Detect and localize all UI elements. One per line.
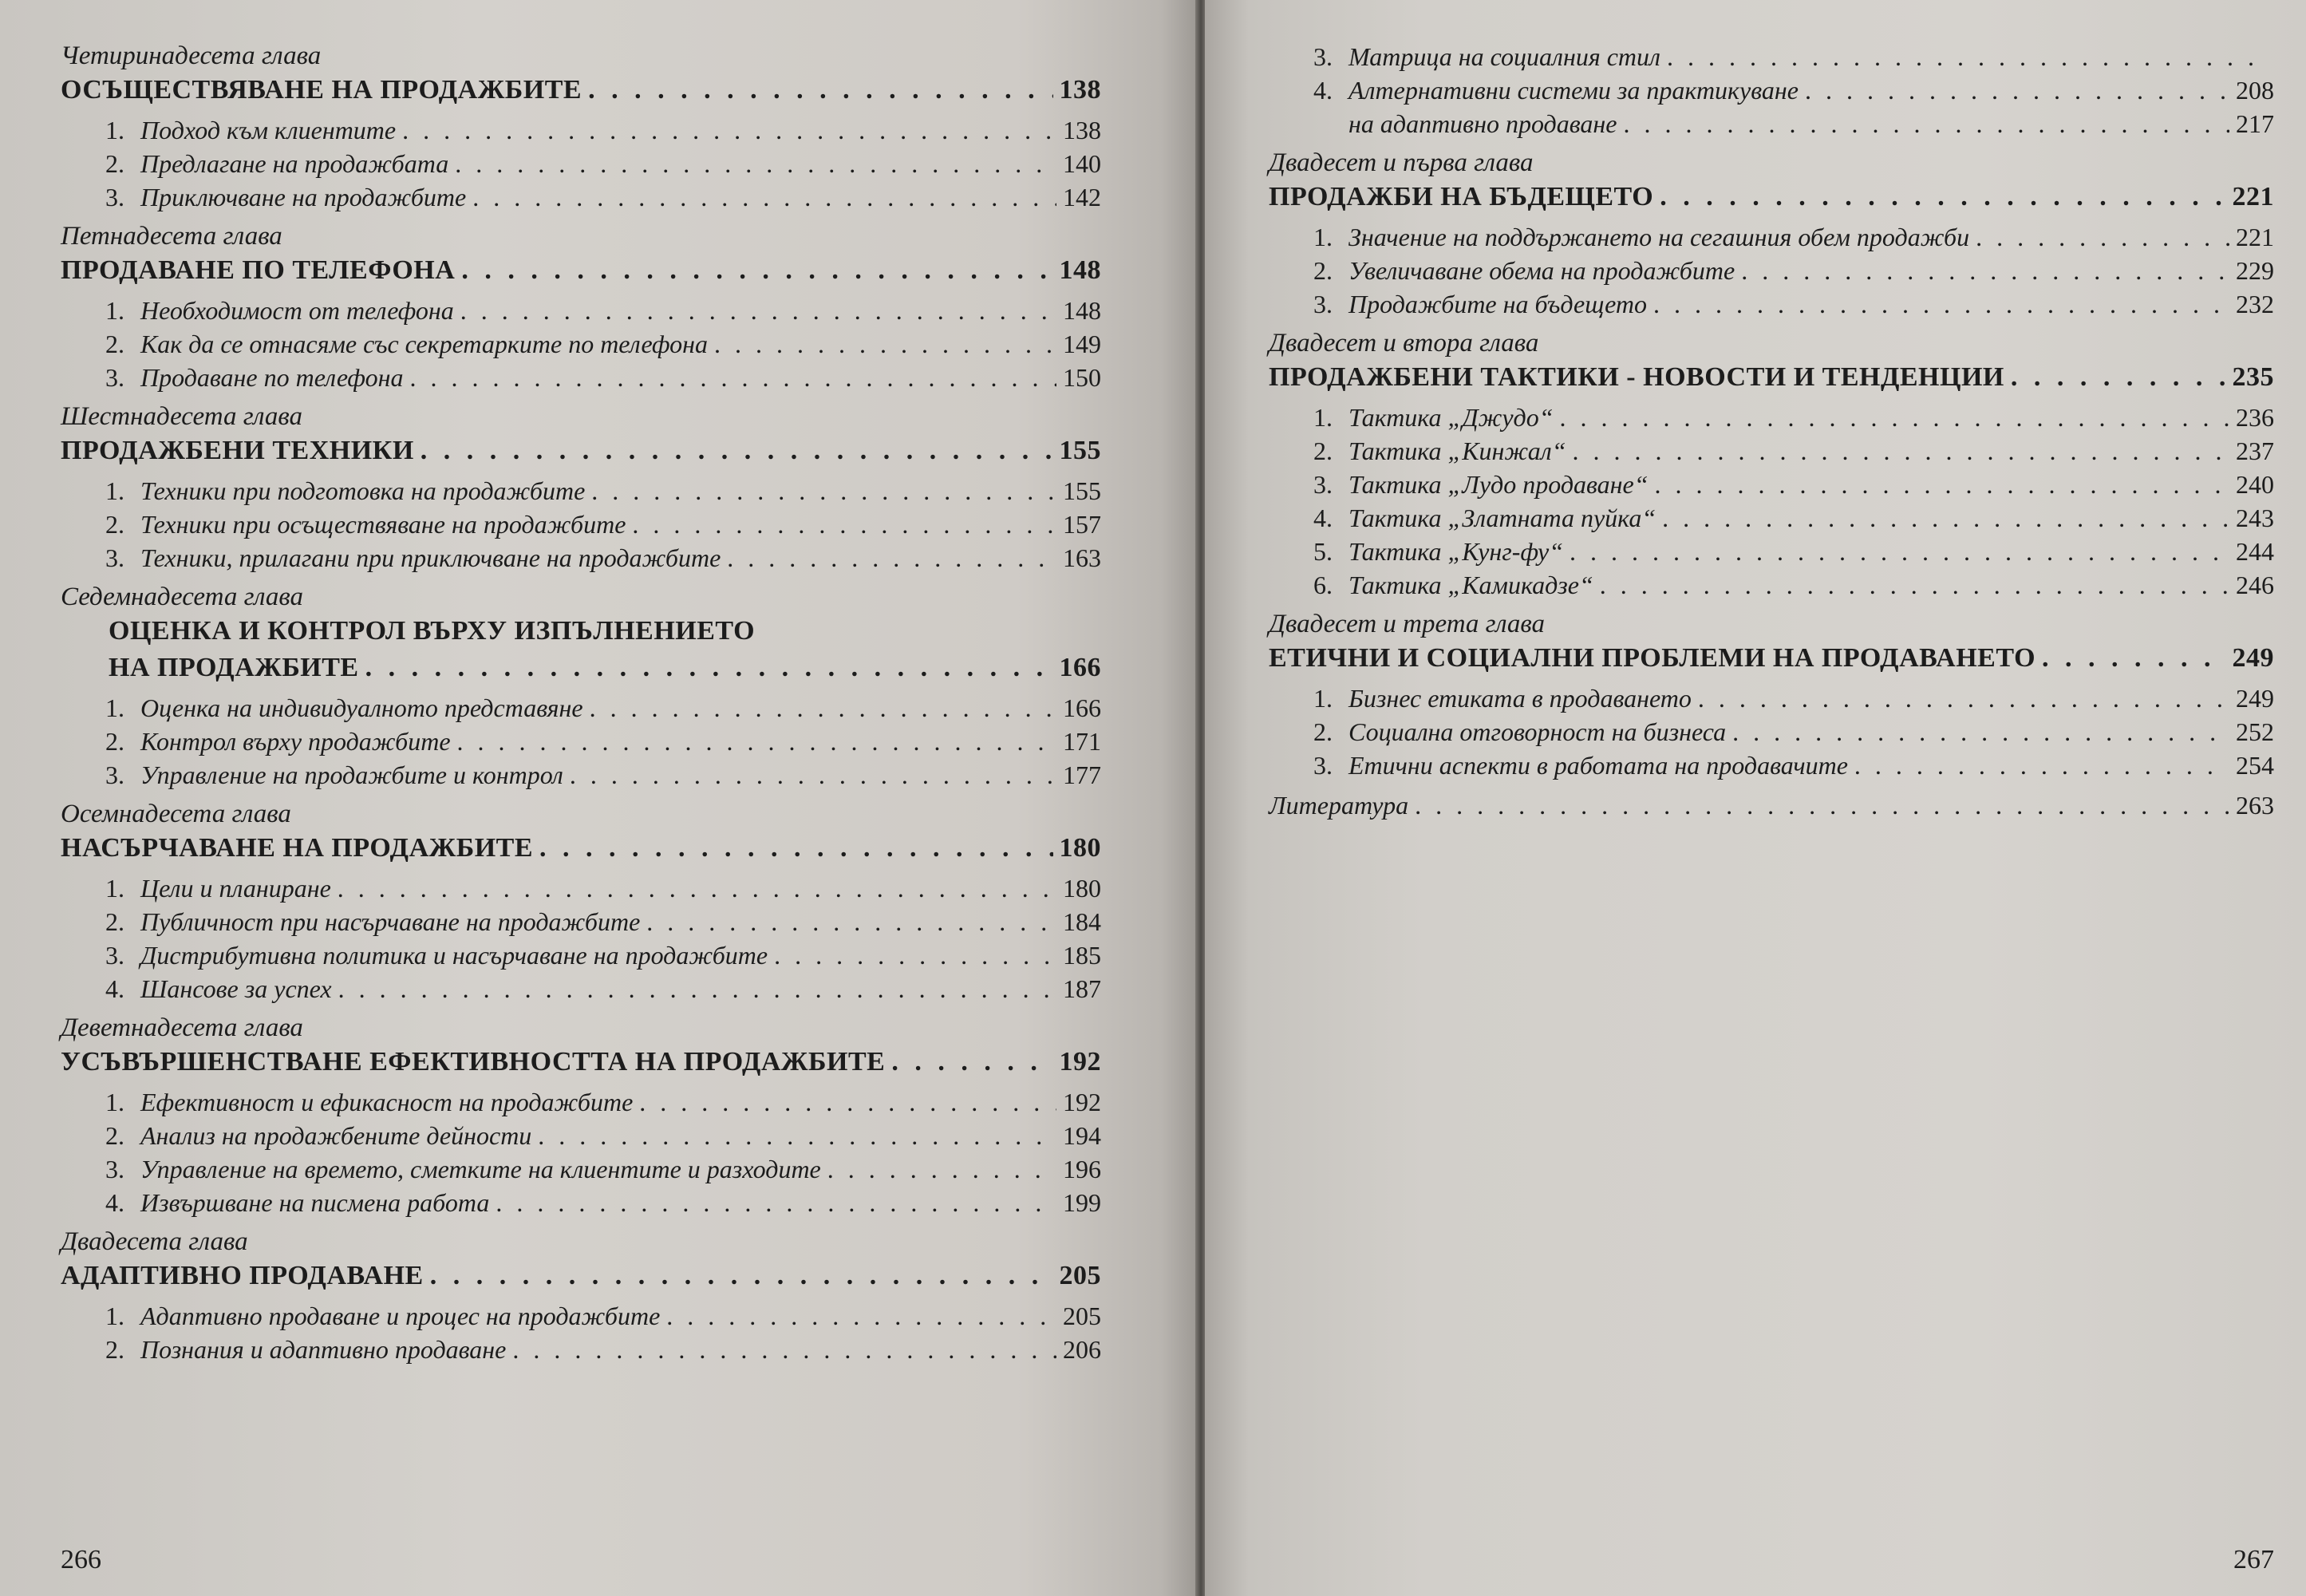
toc-item: [1269, 749, 2274, 782]
item-number: 1.: [105, 476, 124, 505]
item-page: 205: [1063, 1302, 1101, 1330]
leader-dots: [1660, 179, 2225, 215]
leader-dots: [891, 1044, 1052, 1080]
chapter-block: [61, 220, 1101, 394]
item-title: Ефективност и ефикасност на продажбите: [140, 1088, 634, 1116]
item-number: 2.: [105, 1121, 124, 1150]
toc-item: [61, 474, 1101, 508]
item-page: 177: [1063, 760, 1101, 789]
item-page: 140: [1063, 149, 1101, 178]
toc-item: [1269, 681, 2274, 715]
leader-dots: [1655, 468, 2229, 501]
item-title: Тактика „Лудо продаване“: [1348, 470, 1649, 499]
leader-dots: [1854, 749, 2229, 782]
item-page: 240: [2236, 470, 2274, 499]
chapter-title: [61, 252, 1101, 289]
chapter-page: 192: [1059, 1047, 1101, 1077]
item-title: Контрол върху продажбите: [140, 727, 451, 756]
item-page: 208: [2236, 76, 2274, 105]
item-number: 2.: [105, 330, 124, 358]
leader-dots: [1662, 501, 2229, 535]
toc-item: [61, 113, 1101, 147]
chapter-label: Двадесет и трета глава: [1269, 610, 1546, 638]
right-toc: [1269, 147, 2274, 782]
item-number: 3.: [1313, 42, 1333, 71]
item-page: 138: [1063, 116, 1101, 144]
item-page: 157: [1063, 510, 1101, 539]
item-page: 249: [2236, 684, 2274, 713]
chapter-block: [61, 1012, 1101, 1219]
leader-dots: [1415, 788, 2229, 822]
item-number: 1.: [105, 874, 124, 903]
chapter-title: [61, 1258, 1101, 1294]
item-title: Публичност при насърчаване на продажбите: [140, 907, 641, 936]
page-number-left: 266: [61, 1545, 101, 1574]
chapter-block: [61, 798, 1101, 1005]
toc-item: [1269, 535, 2274, 568]
item-number: 3.: [105, 183, 124, 211]
toc-item: [61, 1119, 1101, 1152]
item-title: Алтернативни системи за практикуване: [1348, 76, 1799, 105]
item-number: 2.: [105, 907, 124, 936]
item-number: 4.: [1313, 504, 1333, 532]
toc-item: [1269, 715, 2274, 749]
chapter-label: Седемнадесета глава: [61, 583, 303, 611]
item-title: Извършване на писмена работа: [140, 1188, 490, 1217]
leader-dots: [430, 1258, 1053, 1294]
item-page: 254: [2236, 751, 2274, 780]
page-number-right: 267: [2233, 1545, 2274, 1574]
chapter-title-text: ПРОДАЖБЕНИ ТАКТИКИ - НОВОСТИ И ТЕНДЕНЦИИ: [1269, 362, 2004, 392]
chapter-label: Петнадесета глава: [61, 222, 282, 251]
item-page: 244: [2236, 537, 2274, 566]
chapter-label: Осемнадесета глава: [61, 800, 291, 828]
chapter-label: Двадесет и втора глава: [1269, 329, 1539, 358]
toc-item: [61, 691, 1101, 725]
item-title: Техники, прилагани при приключване на продажбите: [140, 543, 721, 572]
leader-dots: [1653, 287, 2229, 321]
leader-dots: [538, 1119, 1056, 1152]
leader-dots: [666, 1299, 1056, 1333]
chapter-title-line2: [61, 650, 1101, 686]
chapter-title: [1269, 359, 2274, 396]
item-number: 6.: [1313, 571, 1333, 599]
leader-dots: [472, 180, 1056, 214]
item-number: 2.: [105, 510, 124, 539]
item-number: 3.: [105, 760, 124, 789]
item-page: 217: [2236, 109, 2274, 138]
item-page: 185: [1063, 941, 1101, 970]
item-page: 199: [1063, 1188, 1101, 1217]
chapter-title-text: ПРОДАВАНЕ ПО ТЕЛЕФОНА: [61, 255, 456, 285]
item-title: Анализ на продажбените дейности: [140, 1121, 532, 1150]
item-number: 1.: [1313, 223, 1333, 251]
leader-dots: [338, 871, 1056, 905]
leader-dots: [539, 830, 1052, 867]
chapter-block: [61, 401, 1101, 575]
leader-dots: [421, 433, 1053, 469]
leader-dots: [1976, 220, 2229, 254]
chapter-page: 166: [1059, 653, 1101, 682]
leader-dots: [402, 113, 1056, 147]
item-title: Управление на продажбите и контрол: [140, 760, 563, 789]
leader-dots: [590, 691, 1056, 725]
toc-item: [61, 1186, 1101, 1219]
item-page: 187: [1063, 974, 1101, 1003]
toc-item: [61, 180, 1101, 214]
item-number: 3.: [1313, 470, 1333, 499]
item-number: 1.: [105, 1302, 124, 1330]
leader-dots: [570, 758, 1056, 792]
item-title: Предлагане на продажбата: [140, 149, 449, 178]
toc-item: [61, 1085, 1101, 1119]
item-number: 1.: [1313, 684, 1333, 713]
toc-item: [1269, 434, 2274, 468]
chapter-block: [61, 1226, 1101, 1366]
toc-item: [61, 725, 1101, 758]
leader-dots: [1600, 568, 2229, 602]
leader-dots: [460, 294, 1056, 327]
chapter-label: Деветнадесета глава: [61, 1013, 303, 1042]
toc-item: [1269, 40, 2274, 73]
item-number: 4.: [1313, 76, 1333, 105]
leader-dots: [1667, 40, 2268, 73]
chapter-title: [61, 830, 1101, 867]
item-number: 3.: [105, 363, 124, 392]
item-number: 3.: [105, 941, 124, 970]
chapter-title-line1: ОЦЕНКА И КОНТРОЛ ВЪРХУ ИЗПЪЛНЕНИЕТО: [109, 616, 756, 646]
toc-item: [61, 938, 1101, 972]
item-number: 2.: [105, 149, 124, 178]
item-page: 252: [2236, 717, 2274, 746]
item-title: Дистрибутивна политика и насърчаване на продажбите: [140, 941, 768, 970]
item-page: 150: [1063, 363, 1101, 392]
leader-dots: [1559, 401, 2229, 434]
item-page: 229: [2236, 256, 2274, 285]
chapter-items: [1269, 401, 2274, 602]
chapter-title: [61, 72, 1101, 109]
chapter-page: 249: [2232, 643, 2274, 673]
leader-dots: [496, 1186, 1056, 1219]
chapter-title: [61, 1044, 1101, 1080]
item-page: 236: [2236, 403, 2274, 432]
item-number: 4.: [105, 974, 124, 1003]
item-title: Бизнес етиката в продаването: [1348, 684, 1692, 713]
item-title: Познания и адаптивно продаване: [140, 1335, 507, 1364]
item-title-continued: на адаптивно продаване: [1348, 109, 1617, 138]
leader-dots: [457, 725, 1056, 758]
item-number: 1.: [105, 693, 124, 722]
chapter-title: [61, 613, 1101, 686]
item-number: 3.: [105, 1155, 124, 1183]
item-number: 3.: [1313, 751, 1333, 780]
item-page: 171: [1063, 727, 1101, 756]
item-title: Матрица на социалния стил: [1348, 42, 1660, 71]
item-title: Оценка на индивидуалното представяне: [140, 693, 583, 722]
toc-item: [61, 1299, 1101, 1333]
chapter-block: [1269, 147, 2274, 321]
item-title: Приключване на продажбите: [140, 183, 467, 211]
leader-dots: [774, 938, 1056, 972]
leader-dots: [409, 361, 1056, 394]
item-title: Как да се отнасяме със секретарките по телефона: [140, 330, 709, 358]
item-title: Подход към клиентите: [140, 116, 397, 144]
item-title: Тактика „Джудо“: [1348, 403, 1554, 432]
item-title: Шансове за успех: [140, 974, 332, 1003]
chapter-block: [61, 40, 1101, 214]
leader-dots: [1623, 107, 2229, 140]
item-number: 2.: [105, 727, 124, 756]
chapter-page: 155: [1059, 436, 1101, 465]
toc-item: [61, 1152, 1101, 1186]
chapter-block: [1269, 327, 2274, 602]
literature-page: 263: [2236, 791, 2274, 820]
leader-dots: [639, 1085, 1056, 1119]
item-number: 1.: [105, 1088, 124, 1116]
item-number: 5.: [1313, 537, 1333, 566]
item-title: Тактика „Златната пуйка“: [1348, 504, 1656, 532]
item-page: 194: [1063, 1121, 1101, 1150]
chapter-items: [1269, 220, 2274, 321]
item-number: 2.: [1313, 437, 1333, 465]
leader-dots: [338, 972, 1056, 1005]
chapter-items: [61, 1299, 1101, 1366]
item-number: 3.: [105, 543, 124, 572]
leader-dots: [632, 508, 1056, 541]
chapter-page: 138: [1059, 75, 1101, 105]
item-page: 206: [1063, 1335, 1101, 1364]
item-number: 2.: [1313, 717, 1333, 746]
leader-dots: [365, 650, 1053, 686]
item-number: 2.: [105, 1335, 124, 1364]
item-number: 1.: [105, 296, 124, 325]
chapter-items: [61, 691, 1101, 792]
chapter-title-text: АДАПТИВНО ПРОДАВАНЕ: [61, 1261, 424, 1290]
literature-label: Литература: [1269, 791, 1409, 820]
leader-dots: [827, 1152, 1056, 1186]
leader-dots: [1732, 715, 2229, 749]
item-page: 163: [1063, 543, 1101, 572]
chapter-page: 180: [1059, 833, 1101, 863]
leader-dots: [1741, 254, 2229, 287]
toc-item: [1269, 568, 2274, 602]
toc-item: [61, 327, 1101, 361]
leader-dots: [714, 327, 1056, 361]
item-page: 148: [1063, 296, 1101, 325]
chapter-title: [1269, 179, 2274, 215]
chapter-title-text: НА ПРОДАЖБИТЕ: [109, 653, 359, 682]
toc-item: [61, 972, 1101, 1005]
left-toc: [61, 40, 1101, 1366]
toc-item: [1269, 220, 2274, 254]
item-title: Увеличаване обема на продажбите: [1348, 256, 1735, 285]
item-title: Етични аспекти в работата на продавачите: [1348, 751, 1848, 780]
item-page: 237: [2236, 437, 2274, 465]
toc-item: [61, 294, 1101, 327]
leader-dots: [1570, 535, 2229, 568]
chapter-title: [1269, 640, 2274, 677]
item-title: Продаване по телефона: [140, 363, 404, 392]
item-number: 1.: [105, 116, 124, 144]
chapter-page: 205: [1059, 1261, 1101, 1290]
chapter-title-text: ЕТИЧНИ И СОЦИАЛНИ ПРОБЛЕМИ НА ПРОДАВАНЕТО: [1269, 643, 2036, 673]
item-page: 184: [1063, 907, 1101, 936]
chapter-items: [61, 1085, 1101, 1219]
literature-entry: [1269, 788, 2274, 822]
item-number: 2.: [1313, 256, 1333, 285]
chapter-label: Двадесет и първа глава: [1269, 148, 1534, 177]
item-title: Продажбите на бъдещето: [1348, 290, 1648, 318]
leader-dots: [2042, 640, 2225, 677]
chapter-block: [1269, 608, 2274, 782]
item-title: Тактика „Камикадзе“: [1348, 571, 1593, 599]
chapter-items: [1269, 681, 2274, 782]
toc-item: [1269, 401, 2274, 434]
item-title: Техники при осъществяване на продажбите: [140, 510, 626, 539]
chapter-items: [61, 871, 1101, 1005]
item-number: 3.: [1313, 290, 1333, 318]
item-page: 166: [1063, 693, 1101, 722]
item-page: 180: [1063, 874, 1101, 903]
item-page: 243: [2236, 504, 2274, 532]
chapter-title-text: НАСЪРЧАВАНЕ НА ПРОДАЖБИТЕ: [61, 833, 534, 863]
leader-dots: [591, 474, 1056, 508]
toc-item: [1269, 254, 2274, 287]
item-title: Необходимост от телефона: [140, 296, 454, 325]
item-title: Тактика „Кунг-фу“: [1348, 537, 1564, 566]
leader-dots: [2011, 359, 2226, 396]
leader-dots: [646, 905, 1056, 938]
leader-dots: [727, 541, 1056, 575]
chapter-title-text: ОСЪЩЕСТВЯВАНЕ НА ПРОДАЖБИТЕ: [61, 75, 582, 105]
toc-item: [1269, 73, 2274, 140]
item-title: Значение на поддържането на сегашния обем продажби: [1348, 223, 1970, 251]
item-title: Управление на времето, сметките на клиентите и разходите: [140, 1155, 821, 1183]
toc-item: [61, 758, 1101, 792]
leader-dots: [512, 1333, 1056, 1366]
leader-dots: [588, 72, 1052, 109]
leader-dots: [455, 147, 1056, 180]
item-page: 155: [1063, 476, 1101, 505]
toc-item: [1269, 501, 2274, 535]
chapter-page: 221: [2232, 182, 2274, 211]
toc-item: [1269, 468, 2274, 501]
item-title: Цели и планиране: [140, 874, 331, 903]
continued-items: [1269, 40, 2274, 140]
chapter-items: [61, 474, 1101, 575]
item-number: 1.: [1313, 403, 1333, 432]
toc-item: [61, 147, 1101, 180]
item-row: [1313, 73, 2274, 107]
chapter-page: 148: [1059, 255, 1101, 285]
item-page: 149: [1063, 330, 1101, 358]
chapter-label: Двадесета глава: [61, 1227, 248, 1256]
item-title: Техники при подготовка на продажбите: [140, 476, 586, 505]
item-page: 196: [1063, 1155, 1101, 1183]
chapter-items: [61, 294, 1101, 394]
item-row: [1313, 107, 2274, 140]
chapter-page: 235: [2232, 362, 2274, 392]
toc-item: [1269, 287, 2274, 321]
chapter-title-text: УСЪВЪРШЕНСТВАНЕ ЕФЕКТИВНОСТТА НА ПРОДАЖБИТЕ: [61, 1047, 886, 1077]
item-page: 246: [2236, 571, 2274, 599]
item-number: 4.: [105, 1188, 124, 1217]
leader-dots: [1698, 681, 2229, 715]
leader-dots: [461, 252, 1052, 289]
chapter-title: [61, 433, 1101, 469]
toc-item: [61, 541, 1101, 575]
item-page: 142: [1063, 183, 1101, 211]
toc-item: [61, 361, 1101, 394]
leader-dots: [1572, 434, 2229, 468]
chapter-block: [61, 581, 1101, 792]
item-page: 192: [1063, 1088, 1101, 1116]
item-title: Тактика „Кинжал“: [1348, 437, 1566, 465]
chapter-items: [61, 113, 1101, 214]
leader-dots: [1805, 73, 2229, 107]
right-page: [1205, 0, 2306, 1596]
item-title: Адаптивно продаване и процес на продажбите: [140, 1302, 661, 1330]
item-page: 221: [2236, 223, 2274, 251]
chapter-title-text: ПРОДАЖБЕНИ ТЕХНИКИ: [61, 436, 414, 465]
chapter-label: Четиринадесета глава: [61, 41, 322, 70]
item-page: 232: [2236, 290, 2274, 318]
toc-item: [61, 871, 1101, 905]
chapter-label: Шестнадесета глава: [61, 402, 303, 431]
chapter-title-text: ПРОДАЖБИ НА БЪДЕЩЕТО: [1269, 182, 1654, 211]
item-title: Социална отговорност на бизнеса: [1348, 717, 1727, 746]
toc-item: [61, 1333, 1101, 1366]
toc-item: [61, 905, 1101, 938]
toc-item: [61, 508, 1101, 541]
